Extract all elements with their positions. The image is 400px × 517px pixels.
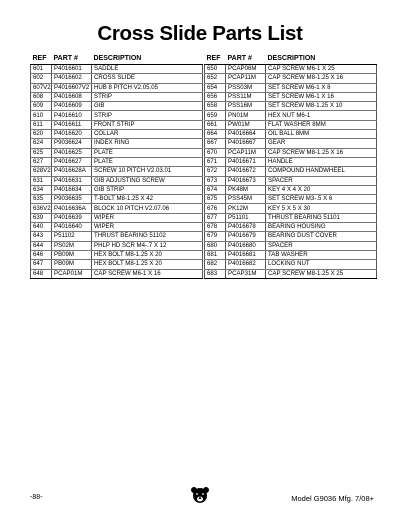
ref-cell: 652	[205, 74, 226, 83]
description-cell: SCREW 10 PITCH V2.03.01	[92, 167, 203, 176]
table-row	[205, 213, 377, 222]
part-number-cell: P4016681	[226, 250, 266, 259]
description-cell: HEX BOLT M8-1.25 X 20	[92, 250, 203, 259]
table-row	[205, 195, 377, 204]
ref-cell: 656	[205, 92, 226, 101]
page-title: Cross Slide Parts List	[97, 22, 303, 45]
description-cell: SPACER	[266, 241, 377, 250]
table-row	[31, 241, 203, 250]
table-row	[205, 260, 377, 269]
description-cell: THRUST BEARING 51101	[266, 213, 377, 222]
ref-cell: 609	[31, 102, 52, 111]
ref-cell: 667	[205, 139, 226, 148]
ref-cell: 646	[31, 250, 52, 259]
ref-cell: 628V2	[31, 167, 52, 176]
table-row	[205, 232, 377, 241]
part-number-cell: PS02M	[52, 241, 92, 250]
ref-cell: 634	[31, 185, 52, 194]
part-number-cell: PCAP01M	[52, 269, 92, 278]
parts-table-left	[30, 54, 203, 279]
ref-cell: 648	[31, 269, 52, 278]
part-number-cell: PCAP11M	[226, 74, 266, 83]
part-number-cell: PSS03M	[226, 83, 266, 92]
description-cell: SPACER	[266, 176, 377, 185]
ref-cell: 624	[31, 139, 52, 148]
part-number-cell: P9036635	[52, 195, 92, 204]
description-cell: GIB ADJUSTING SCREW	[92, 176, 203, 185]
description-cell: WIPER	[92, 213, 203, 222]
table-row	[31, 250, 203, 259]
table-row	[31, 195, 203, 204]
ref-cell: 675	[205, 195, 226, 204]
parts-table-right	[204, 54, 377, 279]
ref-cell: 608	[31, 92, 52, 101]
part-number-cell: PCAP06M	[226, 65, 266, 74]
part-number-cell: PSS16M	[226, 102, 266, 111]
table-row	[31, 148, 203, 157]
part-number-cell: P4016609	[52, 102, 92, 111]
table-row	[31, 185, 203, 194]
ref-cell: 679	[205, 232, 226, 241]
table-row	[31, 102, 203, 111]
description-cell: CAP SCREW M6-1 X 25	[266, 65, 377, 74]
description-cell: SET SCREW M6-1 X 16	[266, 92, 377, 101]
table-row	[205, 223, 377, 232]
table-row	[205, 241, 377, 250]
part-number-cell: P4016672	[226, 167, 266, 176]
table-row	[205, 185, 377, 194]
ref-cell: 602	[31, 74, 52, 83]
table-row	[31, 269, 203, 278]
description-cell: CAP SCREW M8-1.25 X 25	[266, 269, 377, 278]
ref-cell: 644	[31, 241, 52, 250]
table-row	[31, 167, 203, 176]
part-number-cell: P4016601	[52, 65, 92, 74]
table-row	[31, 157, 203, 166]
part-number-cell: P4016602	[52, 74, 92, 83]
table-row	[205, 83, 377, 92]
part-number-cell: P4016636A	[52, 204, 92, 213]
part-number-cell: P4016634	[52, 185, 92, 194]
ref-cell: 677	[205, 213, 226, 222]
description-cell: HEX NUT M6-1	[266, 111, 377, 120]
table-row	[205, 167, 377, 176]
description-cell: BEARING HOUSING	[266, 223, 377, 232]
table-row	[205, 269, 377, 278]
ref-cell: 661	[205, 120, 226, 129]
table-row	[31, 92, 203, 101]
part-number-cell: P4016679	[226, 232, 266, 241]
table-row	[205, 65, 377, 74]
part-number-cell: PW01M	[226, 120, 266, 129]
table-row	[31, 65, 203, 74]
description-cell: GEAR	[266, 139, 377, 148]
description-header: DESCRIPTION	[266, 54, 377, 65]
ref-cell: 636V2	[31, 204, 52, 213]
part-number-cell: PK48M	[226, 185, 266, 194]
table-row	[205, 139, 377, 148]
part-number-cell: P4016678	[226, 223, 266, 232]
part-number-cell: P4016667	[226, 139, 266, 148]
ref-cell: 650	[205, 65, 226, 74]
ref-cell: 647	[31, 260, 52, 269]
table-row	[31, 120, 203, 129]
description-header: DESCRIPTION	[92, 54, 203, 65]
part-number-cell: P4016680	[226, 241, 266, 250]
ref-cell: 601	[31, 65, 52, 74]
table-row	[205, 111, 377, 120]
table-row	[31, 111, 203, 120]
part-header: PART #	[52, 54, 92, 65]
ref-cell: 673	[205, 176, 226, 185]
table-row	[205, 250, 377, 259]
part-number-cell: PSS45M	[226, 195, 266, 204]
description-cell: STRIP	[92, 92, 203, 101]
part-number-cell: P4016682	[226, 260, 266, 269]
ref-cell: 674	[205, 185, 226, 194]
ref-cell: 672	[205, 167, 226, 176]
description-cell: INDEX RING	[92, 139, 203, 148]
table-row	[205, 102, 377, 111]
description-cell: CAP SCREW M8-1.25 X 16	[266, 74, 377, 83]
ref-cell: 654	[205, 83, 226, 92]
description-cell: WIPER	[92, 223, 203, 232]
description-cell: KEY 5 X 5 X 30	[266, 204, 377, 213]
ref-cell: 681	[205, 250, 226, 259]
description-cell: SET SCREW M3-.5 X 6	[266, 195, 377, 204]
ref-cell: 658	[205, 102, 226, 111]
description-cell: CAP SCREW M6-1 X 16	[92, 269, 203, 278]
description-cell: SET SCREW M8-1.25 X 10	[266, 102, 377, 111]
table-row	[205, 120, 377, 129]
part-number-cell: PN01M	[226, 111, 266, 120]
description-cell: GIB STRIP	[92, 185, 203, 194]
ref-cell: 607V2	[31, 83, 52, 92]
description-cell: THRUST BEARING 51102	[92, 232, 203, 241]
table-row	[205, 176, 377, 185]
table-row	[205, 157, 377, 166]
description-cell: SADDLE	[92, 65, 203, 74]
table-header-row	[205, 54, 377, 65]
part-number-cell: P4016625	[52, 148, 92, 157]
ref-cell: 680	[205, 241, 226, 250]
description-cell: COLLAR	[92, 130, 203, 139]
part-number-cell: PK12M	[226, 204, 266, 213]
description-cell: BEARING DUST COVER	[266, 232, 377, 241]
part-number-cell: PB09M	[52, 260, 92, 269]
part-number-cell: P4016664	[226, 130, 266, 139]
description-cell: PLATE	[92, 148, 203, 157]
part-number-cell: P4016627	[52, 157, 92, 166]
ref-cell: 625	[31, 148, 52, 157]
part-number-cell: P4016620	[52, 130, 92, 139]
ref-cell: 631	[31, 176, 52, 185]
description-cell: HANDLE	[266, 157, 377, 166]
table-row	[205, 92, 377, 101]
ref-cell: 643	[31, 232, 52, 241]
description-cell: FLAT WASHER 8MM	[266, 120, 377, 129]
description-cell: PLATE	[92, 157, 203, 166]
part-number-cell: P4016673	[226, 176, 266, 185]
table-row	[205, 204, 377, 213]
part-number-cell: P4016611	[52, 120, 92, 129]
part-number-cell: PB09M	[52, 250, 92, 259]
table-row	[31, 213, 203, 222]
table-row	[31, 130, 203, 139]
table-row	[31, 204, 203, 213]
ref-header: REF	[205, 54, 226, 65]
ref-cell: 664	[205, 130, 226, 139]
part-number-cell: P4016628A	[52, 167, 92, 176]
part-number-cell: P4016671	[226, 157, 266, 166]
ref-cell: 676	[205, 204, 226, 213]
description-cell: T-BOLT M8-1.25 X 42	[92, 195, 203, 204]
part-number-cell: P4016639	[52, 213, 92, 222]
description-cell: BLOCK 10 PITCH V2.07.06	[92, 204, 203, 213]
ref-cell: 639	[31, 213, 52, 222]
table-row	[205, 74, 377, 83]
part-number-cell: P4016640	[52, 223, 92, 232]
ref-cell: 682	[205, 260, 226, 269]
description-cell: FRONT STRIP	[92, 120, 203, 129]
ref-cell: 659	[205, 111, 226, 120]
part-number-cell: P4016607V2	[52, 83, 92, 92]
table-header-row	[31, 54, 203, 65]
model-info: Model G9036 Mfg. 7/08+	[291, 494, 374, 503]
description-cell: LOCKING NUT	[266, 260, 377, 269]
ref-cell: 620	[31, 130, 52, 139]
description-cell: CROSS SLIDE	[92, 74, 203, 83]
table-row	[31, 74, 203, 83]
table-row	[205, 130, 377, 139]
table-row	[31, 83, 203, 92]
description-cell: HUB 8 PITCH V2.05.05	[92, 83, 203, 92]
ref-cell: 670	[205, 148, 226, 157]
part-number-cell: P4016631	[52, 176, 92, 185]
description-cell: PHLP HD SCR M4-.7 X 12	[92, 241, 203, 250]
table-row	[31, 232, 203, 241]
ref-cell: 683	[205, 269, 226, 278]
ref-header: REF	[31, 54, 52, 65]
part-number-cell: P9036624	[52, 139, 92, 148]
ref-cell: 640	[31, 223, 52, 232]
part-number-cell: PCAP11M	[226, 148, 266, 157]
ref-cell: 627	[31, 157, 52, 166]
description-cell: STRIP	[92, 111, 203, 120]
ref-cell: 635	[31, 195, 52, 204]
ref-cell: 678	[205, 223, 226, 232]
part-number-cell: P51101	[226, 213, 266, 222]
description-cell: GIB	[92, 102, 203, 111]
description-cell: HEX BOLT M8-1.25 X 20	[92, 260, 203, 269]
page-number: -88-	[30, 494, 43, 501]
ref-cell: 611	[31, 120, 52, 129]
part-header: PART #	[226, 54, 266, 65]
ref-cell: 671	[205, 157, 226, 166]
part-number-cell: P4016610	[52, 111, 92, 120]
part-number-cell: P51102	[52, 232, 92, 241]
description-cell: TAB WASHER	[266, 250, 377, 259]
part-number-cell: PCAP31M	[226, 269, 266, 278]
description-cell: COMPOUND HANDWHEEL	[266, 167, 377, 176]
table-row	[31, 223, 203, 232]
description-cell: SET SCREW M6-1 X 8	[266, 83, 377, 92]
bear-head-icon	[190, 486, 210, 504]
ref-cell: 610	[31, 111, 52, 120]
table-row	[205, 148, 377, 157]
part-number-cell: P4016608	[52, 92, 92, 101]
table-row	[31, 139, 203, 148]
part-number-cell: PSS11M	[226, 92, 266, 101]
description-cell: OIL BALL 8MM	[266, 130, 377, 139]
description-cell: KEY 4 X 4 X 20	[266, 185, 377, 194]
table-row	[31, 176, 203, 185]
table-row	[31, 260, 203, 269]
description-cell: CAP SCREW M8-1.25 X 16	[266, 148, 377, 157]
